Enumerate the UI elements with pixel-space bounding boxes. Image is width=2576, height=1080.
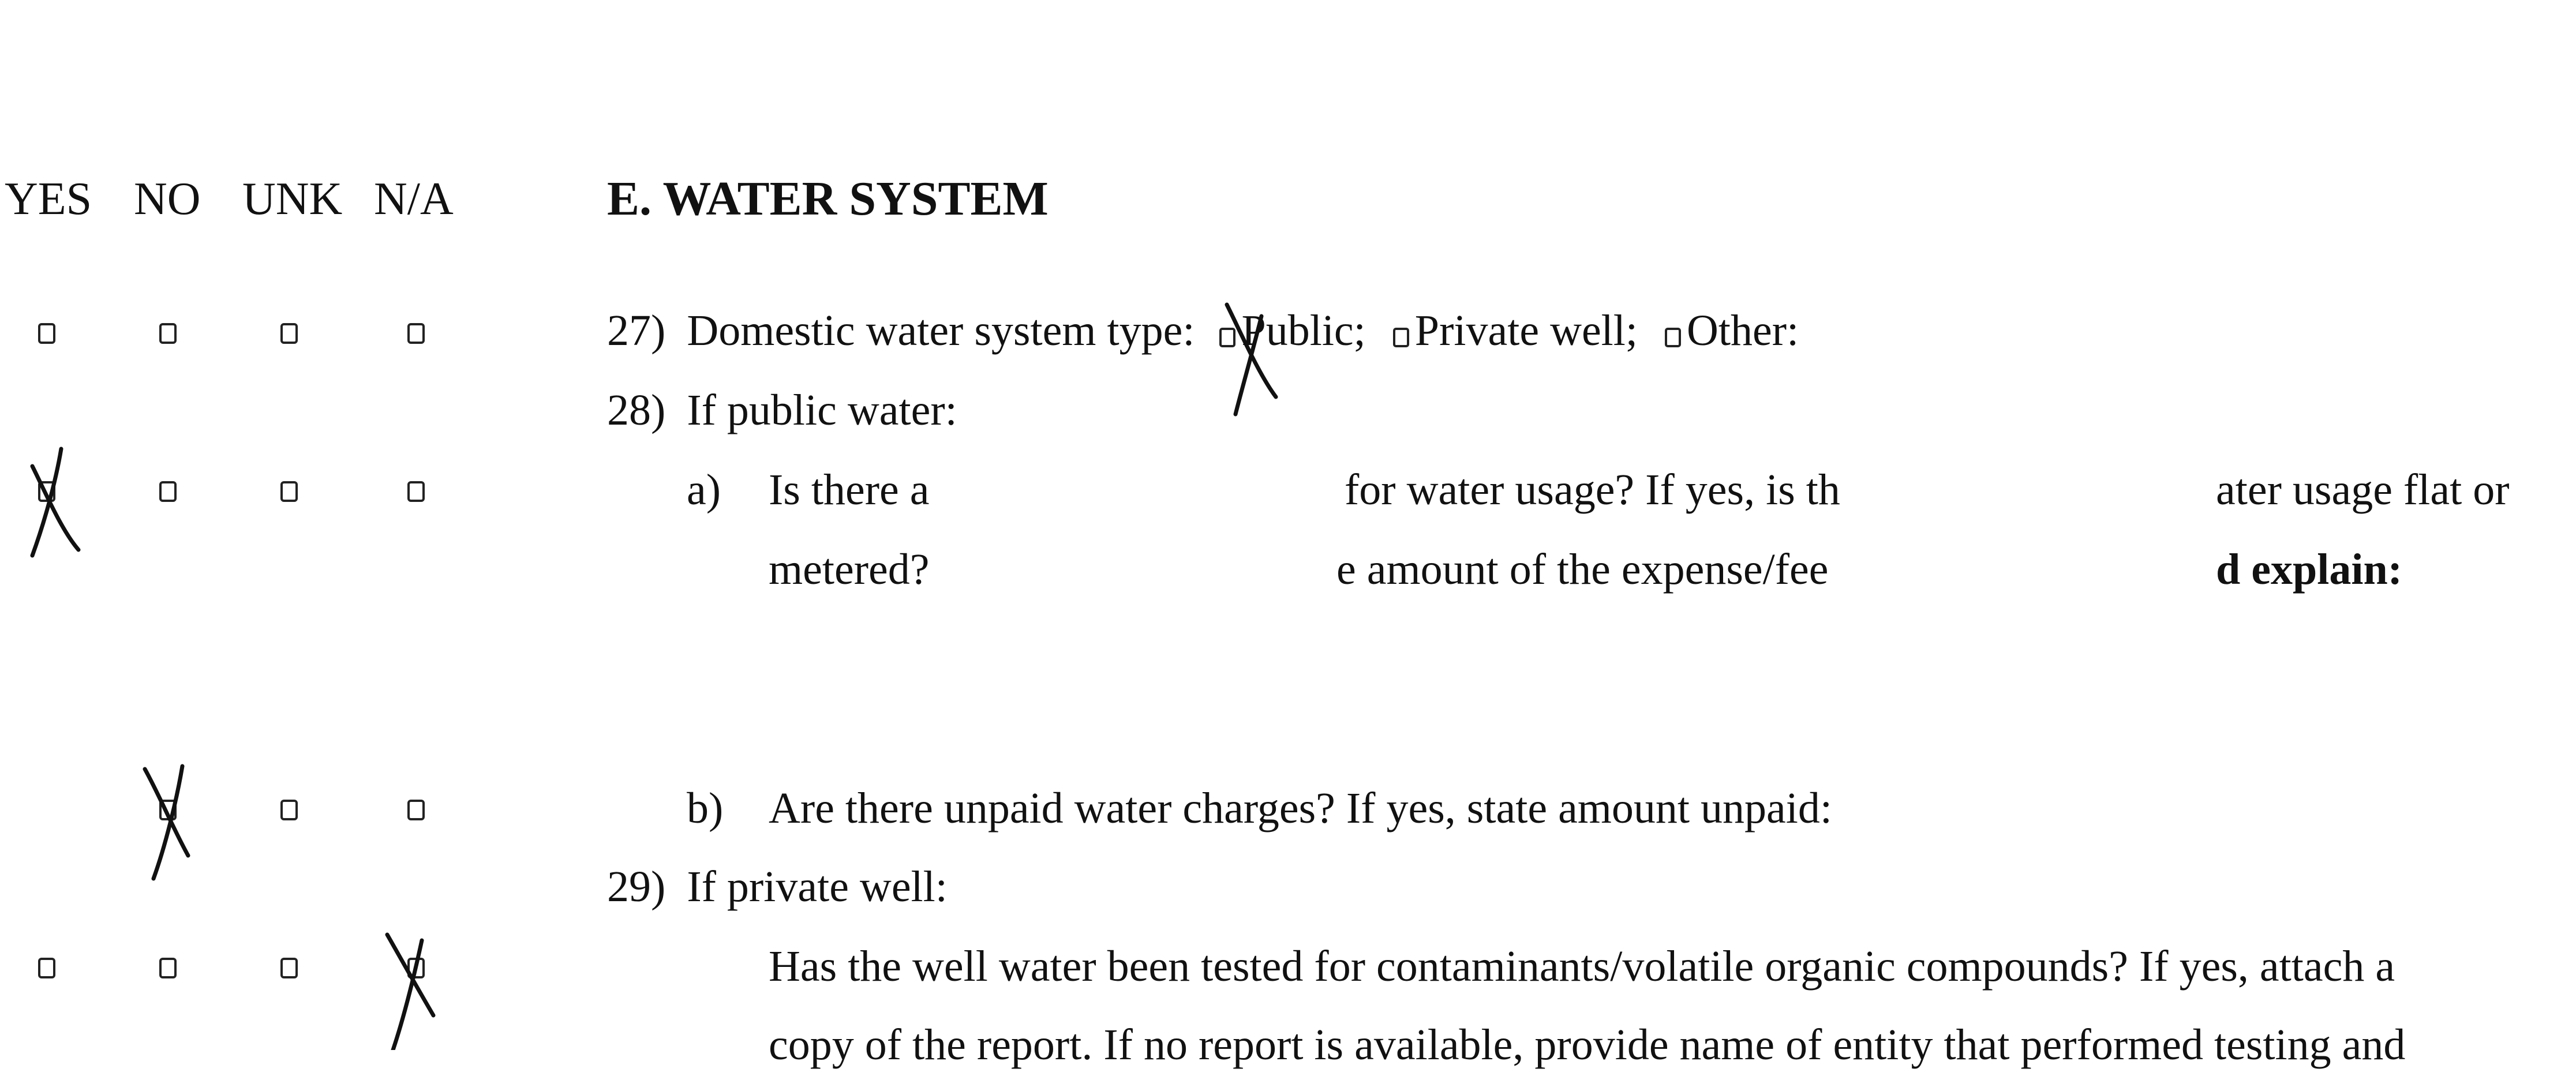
q29-text: If private well: <box>687 862 948 911</box>
q28b-no-x-mark <box>136 760 200 882</box>
q29-unk-checkbox[interactable] <box>280 958 298 978</box>
column-header-no: NO <box>134 174 201 224</box>
q28-line <box>607 385 957 436</box>
q29-line <box>607 862 948 912</box>
q28a-line1-part3: ater usage flat or <box>2216 466 2510 514</box>
q28-text: If public water: <box>687 386 957 434</box>
q27-public-x-mark <box>1221 299 1285 420</box>
q27-na-checkbox[interactable] <box>407 323 425 344</box>
column-header-unk: UNK <box>242 174 343 224</box>
q28a-line1-part2: for water usage? If yes, is th <box>1345 466 1840 514</box>
q27-private-well-label: Private well; <box>1414 306 1638 355</box>
column-header-yes: YES <box>5 174 92 224</box>
q28-number: 28) <box>607 386 666 434</box>
q27-other-label: Other: <box>1687 306 1799 355</box>
q28b-unk-checkbox[interactable] <box>280 800 298 820</box>
q28a-line1-part1: Is there a <box>769 466 930 514</box>
q28a-label: a) <box>687 466 721 514</box>
q27-private-well-checkbox[interactable] <box>1393 328 1409 347</box>
q27-text: Domestic water system type: <box>687 306 1195 355</box>
column-header-na: N/A <box>374 174 454 224</box>
q28a-line2-part1: metered? <box>769 545 930 594</box>
q28b-na-checkbox[interactable] <box>407 800 425 820</box>
q28a-no-checkbox[interactable] <box>159 481 177 502</box>
q28a-yes-x-mark <box>21 443 84 564</box>
q29-yes-checkbox[interactable] <box>38 958 55 978</box>
q29-na-x-mark <box>379 929 442 1050</box>
q28a-line2-part3: d explain: <box>2216 545 2403 594</box>
q27-public-label: Public; <box>1241 306 1366 355</box>
q27-no-checkbox[interactable] <box>159 323 177 344</box>
q28a-unk-checkbox[interactable] <box>280 481 298 502</box>
q29-number: 29) <box>607 862 666 911</box>
q29-line1: Has the well water been tested for contaminants/volatile organic compounds? If yes, attach a <box>769 942 2395 991</box>
q29-line2: copy of the report. If no report is available, provide name of entity that performed testing and <box>769 1021 2406 1069</box>
q27-line <box>607 306 1799 356</box>
q28a-na-checkbox[interactable] <box>407 481 425 502</box>
q28b-text: Are there unpaid water charges? If yes, state amount unpaid: <box>769 784 1832 832</box>
q29-no-checkbox[interactable] <box>159 958 177 978</box>
q27-other-checkbox[interactable] <box>1665 328 1681 347</box>
q27-unk-checkbox[interactable] <box>280 323 298 344</box>
section-title: E. WATER SYSTEM <box>607 172 1049 226</box>
q27-yes-checkbox[interactable] <box>38 323 55 344</box>
q28b-label: b) <box>687 784 724 832</box>
q27-number: 27) <box>607 306 666 355</box>
q28a-line2-part2: e amount of the expense/fee <box>1336 545 1829 594</box>
